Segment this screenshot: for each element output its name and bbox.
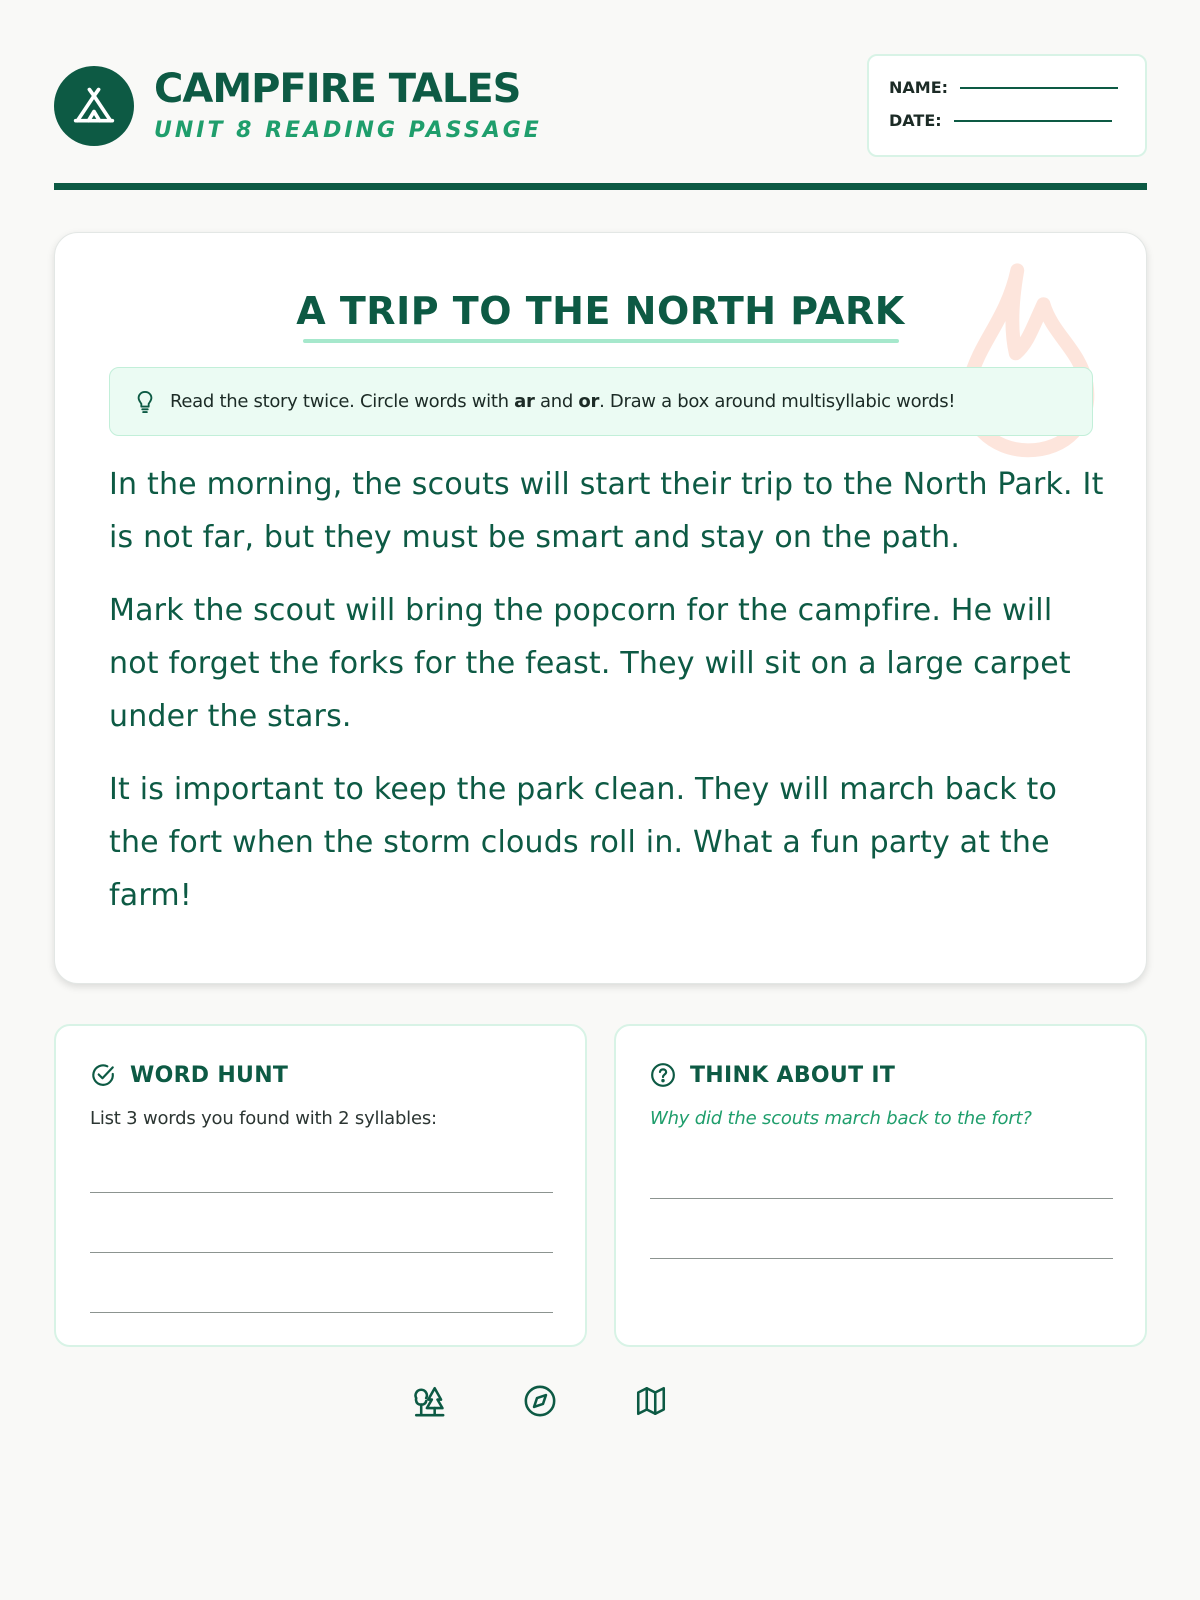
story-body bbox=[109, 458, 1109, 942]
word-hunt-title: WORD HUNT bbox=[130, 1062, 289, 1088]
word-hunt-answer-line-3[interactable] bbox=[90, 1312, 553, 1313]
word-hunt-answer-line-1[interactable] bbox=[90, 1192, 553, 1193]
name-field bbox=[889, 78, 1118, 97]
map-icon bbox=[634, 1384, 668, 1418]
question-circle-icon bbox=[650, 1062, 676, 1088]
brand-subtitle: UNIT 8 READING PASSAGE bbox=[154, 118, 542, 143]
instruction-box bbox=[109, 367, 1093, 436]
think-answer-line-2[interactable] bbox=[650, 1258, 1113, 1259]
worksheet-page bbox=[54, 0, 1147, 1600]
instruction-bold-or: or bbox=[578, 391, 600, 412]
logo bbox=[54, 66, 134, 146]
story-paragraph-2: Mark the scout will bring the popcorn for the campfire. He will not forget the forks for the feast. They will sit on a large carpet under the stars. bbox=[109, 593, 1071, 734]
compass-icon bbox=[523, 1384, 557, 1418]
trees-icon bbox=[412, 1384, 446, 1418]
think-about-it-header bbox=[650, 1062, 895, 1088]
header bbox=[54, 54, 1147, 184]
date-line[interactable] bbox=[954, 120, 1112, 122]
header-divider bbox=[54, 183, 1147, 190]
story-paragraph-3: It is important to keep the park clean. They will march back to the fort when the storm clouds roll in. What a fun party at the farm! bbox=[109, 772, 1058, 913]
date-label: DATE: bbox=[889, 111, 942, 130]
instruction-bold-ar: ar bbox=[514, 391, 535, 412]
check-circle-icon bbox=[90, 1062, 116, 1088]
footer-icons bbox=[54, 1384, 1147, 1424]
think-about-it-prompt: Why did the scouts march back to the fort? bbox=[650, 1108, 1032, 1129]
lightbulb-icon bbox=[134, 389, 156, 415]
name-line[interactable] bbox=[960, 87, 1118, 89]
story-card bbox=[54, 232, 1147, 984]
word-hunt-answer-line-2[interactable] bbox=[90, 1252, 553, 1253]
title-underline bbox=[303, 339, 899, 343]
instruction-text: Read the story twice. Circle words with ar and or. Draw a box around multisyllabic words! bbox=[170, 391, 956, 412]
brand-title: CAMPFIRE TALES bbox=[154, 66, 521, 112]
think-about-it-card bbox=[614, 1024, 1147, 1347]
think-answer-line-1[interactable] bbox=[650, 1198, 1113, 1199]
word-hunt-header bbox=[90, 1062, 288, 1088]
name-date-box bbox=[867, 54, 1147, 157]
date-field bbox=[889, 111, 1112, 130]
think-about-it-title: THINK ABOUT IT bbox=[690, 1062, 896, 1088]
tent-icon bbox=[72, 84, 116, 128]
name-label: NAME: bbox=[889, 78, 949, 97]
story-paragraph-1: In the morning, the scouts will start their trip to the North Park. It is not far, but they must be smart and stay on the path. bbox=[109, 467, 1104, 555]
story-title: A TRIP TO THE NORTH PARK bbox=[296, 289, 905, 333]
word-hunt-prompt: List 3 words you found with 2 syllables: bbox=[90, 1108, 437, 1129]
word-hunt-card bbox=[54, 1024, 587, 1347]
